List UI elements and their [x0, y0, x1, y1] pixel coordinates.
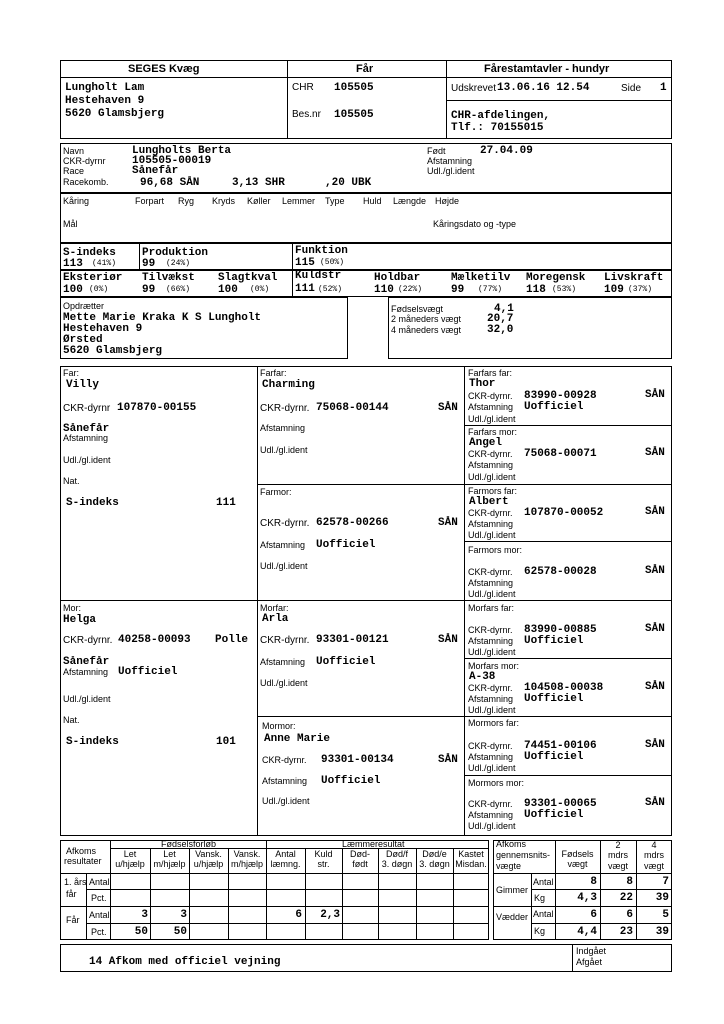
doc-title: Fårestamtavler - hundyr [484, 63, 610, 75]
morfars-far-afst: Uofficiel [524, 635, 584, 647]
far-pct-let-mhjaelp: 50 [173, 926, 187, 938]
breeder-line2: Hestehaven 9 [63, 323, 143, 335]
m4-vaegt-label: 4 måneders vægt [391, 325, 462, 335]
index-value-kuldstr: 111 [295, 283, 315, 295]
fodt-value: 27.04.09 [480, 145, 533, 157]
karing-header-0: Kåring [63, 196, 90, 206]
growth-col1: Fødsels vægt [561, 849, 594, 870]
mor-sidx-label: S-indeks [66, 736, 119, 748]
farfars-mor-ckr: 75068-00071 [524, 448, 597, 460]
mormors-mor-race: SÅN [645, 797, 665, 809]
printed-label: Udskrevet [451, 83, 497, 94]
vaedder-antal-2mdr: 6 [626, 909, 633, 921]
sindeks-label: S-indeks [63, 247, 116, 259]
chr-label: CHR [292, 82, 314, 93]
far-name: Villy [66, 379, 100, 391]
mor-race: Sånefår [63, 656, 110, 668]
morfar-ckr: 93301-00121 [316, 634, 389, 646]
index-value-eksterior: 100 [63, 284, 83, 296]
farmors-mor-label: Farmors mor: [468, 545, 522, 555]
gimmer-antal-fodsel: 8 [590, 876, 597, 888]
produktion-pct: (24%) [166, 259, 191, 268]
col-label-1: Let u/hjælp [115, 849, 145, 870]
breeder-label: Opdrætter [63, 301, 105, 311]
mormors-far-ckr-label: CKR-dyrnr. [468, 741, 513, 751]
far-udl-label: Udl./gl.ident [63, 455, 111, 465]
farmors-far-race: SÅN [645, 506, 665, 518]
mor-name: Helga [63, 614, 97, 626]
owner-street: Hestehaven 9 [65, 95, 145, 107]
gimmer-antal-4mdr: 7 [662, 876, 669, 888]
far-label: Far: [63, 368, 80, 378]
ckr-label: CKR-dyrnr [63, 156, 106, 166]
gimmer-antal-2mdr: 8 [626, 876, 633, 888]
far-ckr-label: CKR-dyrnr [63, 403, 111, 414]
farfars-mor-label: Farfars mor: [468, 427, 518, 437]
vaedder-antal-label: Antal [533, 909, 554, 919]
farmor-label: Farmor: [260, 487, 292, 497]
karing-header-2: Ryg [178, 196, 195, 206]
mormor-race: SÅN [438, 754, 458, 766]
col-label-4: Vansk. m/hjælp [230, 849, 263, 870]
owner-name: Lungholt Lam [65, 82, 145, 94]
index-pct-eksterior: (0%) [89, 285, 109, 294]
morfars-far-race: SÅN [645, 623, 665, 635]
row-aars-label-1: 1. års [64, 877, 87, 887]
index-label-kuldstr: Kuldstr [295, 270, 342, 282]
navn-label: Navn [63, 146, 85, 156]
page-label: Side [621, 83, 642, 94]
vaedder-kg-4mdr: 39 [655, 926, 669, 938]
race-label: Race [63, 166, 85, 176]
farmor-afst-label: Afstamning [260, 540, 306, 550]
produktion-value: 99 [142, 258, 156, 270]
mor-udl-label: Udl./gl.ident [63, 694, 111, 704]
mor-race-short: Polle [215, 634, 249, 646]
index-pct-holdbar: (22%) [398, 285, 423, 294]
morfar-race: SÅN [438, 634, 458, 646]
offspring-title-2: resultater [64, 856, 102, 866]
sindeks-pct: (41%) [92, 259, 117, 268]
col-label-3: Vansk. u/hjælp [193, 849, 224, 870]
maal-label: Mål [63, 219, 78, 229]
farmors-far-label: Farmors far: [468, 486, 518, 496]
row-far-pct-label: Pct. [91, 927, 107, 937]
far-race: Sånefår [63, 423, 110, 435]
farfar-ckr-label: CKR-dyrnr. [260, 403, 310, 414]
row-aars-pct-label: Pct. [91, 893, 107, 903]
mor-nat-label: Nat. [63, 715, 80, 725]
far-sidx: 111 [216, 497, 236, 509]
index-pct-kuldstr: (52%) [318, 285, 343, 294]
farfar-label: Farfar: [260, 368, 287, 378]
karing-header-5: Lemmer [282, 196, 316, 206]
org-title: SEGES Kvæg [128, 63, 200, 75]
breeder-line4: 5620 Glamsbjerg [63, 345, 163, 357]
farmors-mor-ckr: 62578-00028 [524, 566, 597, 578]
index-label-maelketilv: Mælketilv [451, 272, 511, 284]
farmors-far-afst-label: Afstamning [468, 519, 514, 529]
index-value-maelketilv: 99 [451, 284, 465, 296]
col-label-5: Antal læmng. [270, 849, 301, 870]
fodsel-group-label: Fødselsforløb [161, 839, 217, 849]
morfars-far-label: Morfars far: [468, 603, 515, 613]
offspring-title-1: Afkoms [66, 846, 97, 856]
growth-title-1: Afkoms [496, 839, 527, 849]
index-label-moregensk: Moregensk [526, 272, 586, 284]
morfars-mor-afst-label: Afstamning [468, 694, 514, 704]
m2-vaegt-value: 20,7 [487, 313, 514, 325]
farfars-far-ckr-label: CKR-dyrnr. [468, 391, 513, 401]
growth-col3: 4 mdrs vægt [643, 840, 664, 871]
index-pct-slagtkval: (0%) [250, 285, 270, 294]
racekomb-1: 96,68 SÅN [140, 177, 200, 189]
index-label-livskraft: Livskraft [604, 272, 664, 284]
morfar-name: Arla [262, 613, 289, 625]
farmors-far-name: Albert [469, 496, 509, 508]
m4-vaegt-value: 32,0 [487, 324, 514, 336]
index-value-slagtkval: 100 [218, 284, 238, 296]
racekomb-2: 3,13 SHR [232, 177, 285, 189]
footer-note: 14 Afkom med officiel vejning [89, 956, 281, 968]
index-label-eksterior: Eksteriør [63, 272, 123, 284]
far-antal-kuldstr: 2,3 [320, 909, 340, 921]
morfars-mor-ckr-label: CKR-dyrnr. [468, 683, 513, 693]
lam-group-label: Læmmeresultat [342, 839, 405, 849]
gimmer-label: Gimmer [496, 885, 528, 895]
col-label-9: Død/e 3. døgn [419, 849, 450, 870]
far-antal-let-mhjaelp: 3 [180, 909, 187, 921]
produktion-label: Produktion [142, 247, 209, 259]
morfars-far-udl-label: Udl./gl.ident [468, 647, 516, 657]
mormors-far-label: Mormors far: [468, 718, 520, 728]
far-antal-laemng: 6 [295, 909, 302, 921]
mormors-mor-ckr: 93301-00065 [524, 798, 597, 810]
gimmer-kg-2mdr: 22 [619, 892, 633, 904]
farfars-mor-ckr-label: CKR-dyrnr. [468, 449, 513, 459]
farfar-name: Charming [262, 379, 315, 391]
mormor-udl-label: Udl./gl.ident [262, 796, 310, 806]
mormor-afst: Uofficiel [321, 775, 381, 787]
vaedder-antal-4mdr: 5 [662, 909, 669, 921]
printed-value: 13.06.16 12.54 [497, 82, 590, 94]
index-value-livskraft: 109 [604, 284, 624, 296]
farfar-afst-label: Afstamning [260, 423, 306, 433]
index-value-moregensk: 118 [526, 284, 546, 296]
morfar-label: Morfar: [260, 603, 289, 613]
mormors-mor-afst: Uofficiel [524, 809, 584, 821]
mormors-far-udl-label: Udl./gl.ident [468, 763, 516, 773]
growth-title-3: vægte [496, 861, 522, 871]
mormor-ckr: 93301-00134 [321, 754, 394, 766]
index-pct-moregensk: (53%) [552, 285, 577, 294]
farfars-far-afst: Uofficiel [524, 401, 584, 413]
mormors-mor-label: Mormors mor: [468, 778, 524, 788]
funktion-value: 115 [295, 257, 315, 269]
mor-ckr-label: CKR-dyrnr. [63, 635, 113, 646]
vaedder-antal-fodsel: 6 [590, 909, 597, 921]
farmor-ckr-label: CKR-dyrnr. [260, 518, 310, 529]
funktion-pct: (50%) [320, 258, 345, 267]
mor-afst-label: Afstamning [63, 667, 109, 677]
farmors-mor-afst-label: Afstamning [468, 578, 514, 588]
karing-header-8: Længde [393, 196, 427, 206]
farmor-udl-label: Udl./gl.ident [260, 561, 308, 571]
mor-sidx: 101 [216, 736, 236, 748]
row-aars-label-2: får [66, 889, 77, 899]
mormors-mor-ckr-label: CKR-dyrnr. [468, 799, 513, 809]
page-value: 1 [660, 82, 667, 94]
mormor-name: Anne Marie [264, 733, 331, 745]
morfars-far-ckr-label: CKR-dyrnr. [468, 625, 513, 635]
breeder-line1: Mette Marie Kraka K S Lungholt [63, 312, 262, 324]
farfars-far-label: Farfars far: [468, 368, 513, 378]
farfars-far-race: SÅN [645, 389, 665, 401]
besnr-label: Bes.nr [292, 109, 321, 120]
morfars-mor-race: SÅN [645, 681, 665, 693]
vaedder-kg-2mdr: 23 [619, 926, 633, 938]
farmors-mor-udl-label: Udl./gl.ident [468, 589, 516, 599]
row-far-label: Får [66, 915, 80, 925]
mormors-mor-udl-label: Udl./gl.ident [468, 821, 516, 831]
indgaet-label: Indgået [576, 946, 607, 956]
udl-label: Udl./gl.ident [427, 166, 475, 176]
row-far-antal-label: Antal [89, 910, 110, 920]
far-sidx-label: S-indeks [66, 497, 119, 509]
mormors-mor-afst-label: Afstamning [468, 810, 514, 820]
row-aars-antal-label: Antal [89, 877, 110, 887]
index-label-slagtkval: Slagtkval [218, 272, 278, 284]
racekomb-3: ,20 UBK [325, 177, 372, 189]
funktion-label: Funktion [295, 245, 348, 257]
morfars-mor-afst: Uofficiel [524, 693, 584, 705]
vaedder-kg-fodsel: 4,4 [577, 926, 597, 938]
chr-dept-line1: CHR-afdelingen, [451, 110, 551, 122]
morfar-ckr-label: CKR-dyrnr. [260, 635, 310, 646]
breeder-line3: Ørsted [63, 334, 103, 346]
morfars-far-ckr: 83990-00885 [524, 624, 597, 636]
sindeks-value: 113 [63, 258, 83, 270]
index-value-tilvaekst: 99 [142, 284, 156, 296]
gimmer-kg-4mdr: 39 [655, 892, 669, 904]
morfar-afst: Uofficiel [316, 656, 376, 668]
index-pct-livskraft: (37%) [628, 285, 653, 294]
fodselsvaegt-label: Fødselsvægt [391, 304, 444, 314]
morfars-far-afst-label: Afstamning [468, 636, 514, 646]
mormor-ckr-label: CKR-dyrnr. [262, 755, 307, 765]
col-label-10: Kastet Misdan. [455, 849, 487, 870]
farmors-mor-ckr-label: CKR-dyrnr. [468, 567, 513, 577]
col-label-6: Kuld str. [314, 849, 333, 870]
afgaet-label: Afgået [576, 957, 603, 967]
race-value: Sånefår [132, 165, 179, 177]
index-pct-maelketilv: (77%) [478, 285, 503, 294]
far-antal-let-uhjaelp: 3 [141, 909, 148, 921]
index-label-tilvaekst: Tilvækst [142, 272, 195, 284]
karing-header-3: Kryds [212, 196, 236, 206]
index-pct-tilvaekst: (66%) [166, 285, 191, 294]
fodselsvaegt-value: 4,1 [494, 303, 514, 315]
far-pct-let-uhjaelp: 50 [134, 926, 148, 938]
chr-value: 105505 [334, 82, 374, 94]
racekomb-label: Racekomb. [63, 177, 109, 187]
farfar-udl-label: Udl./gl.ident [260, 445, 308, 455]
morfar-udl-label: Udl./gl.ident [260, 678, 308, 688]
col-label-2: Let m/hjælp [153, 849, 186, 870]
farfars-far-afst-label: Afstamning [468, 402, 514, 412]
morfars-mor-label: Morfars mor: [468, 661, 520, 671]
farmors-far-ckr: 107870-00052 [524, 507, 604, 519]
ckr-value: 105505-00019 [132, 155, 212, 167]
mor-afst: Uofficiel [118, 666, 178, 678]
morfars-mor-udl-label: Udl./gl.ident [468, 705, 516, 715]
morfars-mor-ckr: 104508-00038 [524, 682, 604, 694]
karing-header-7: Huld [363, 196, 382, 206]
index-label-holdbar: Holdbar [374, 272, 421, 284]
far-ckr: 107870-00155 [117, 402, 197, 414]
morfars-mor-name: A-38 [469, 671, 496, 683]
gimmer-kg-label: Kg [534, 893, 546, 903]
fodt-label: Født [427, 146, 446, 156]
farfars-mor-udl-label: Udl./gl.ident [468, 472, 516, 482]
farmor-ckr: 62578-00266 [316, 517, 389, 529]
farmors-far-udl-label: Udl./gl.ident [468, 530, 516, 540]
navn-value: Lungholts Berta [132, 145, 232, 157]
farfar-ckr: 75068-00144 [316, 402, 389, 414]
mor-ckr: 40258-00093 [118, 634, 191, 646]
far-nat-label: Nat. [63, 476, 80, 486]
farmors-far-ckr-label: CKR-dyrnr. [468, 508, 513, 518]
col-label-7: Død- født [350, 849, 370, 870]
farmor-race: SÅN [438, 517, 458, 529]
far-afst-label: Afstamning [63, 433, 109, 443]
vaedder-kg-label: Kg [534, 926, 546, 936]
farfars-far-ckr: 83990-00928 [524, 390, 597, 402]
mor-label: Mor: [63, 603, 81, 613]
farfar-race: SÅN [438, 402, 458, 414]
karing-header-4: Køller [247, 196, 271, 206]
farmor-afst: Uofficiel [316, 539, 376, 551]
col-label-8: Død/f 3. døgn [381, 849, 413, 870]
owner-city: 5620 Glamsbjerg [65, 108, 165, 120]
gimmer-kg-fodsel: 4,3 [577, 892, 597, 904]
karing-header-1: Forpart [135, 196, 165, 206]
morfar-afst-label: Afstamning [260, 657, 306, 667]
chr-dept-line2: Tlf.: 70155015 [451, 122, 544, 134]
index-value-holdbar: 110 [374, 284, 394, 296]
karing-header-9: Højde [435, 196, 460, 206]
farfars-far-name: Thor [469, 378, 496, 390]
mormors-far-ckr: 74451-00106 [524, 740, 597, 752]
farfars-mor-afst-label: Afstamning [468, 460, 514, 470]
karing-header-6: Type [325, 196, 345, 206]
species-title: Får [356, 63, 374, 75]
gimmer-antal-label: Antal [533, 877, 554, 887]
vaedder-label: Vædder [496, 912, 529, 922]
karing-date-label: Kåringsdato og -type [433, 219, 517, 229]
growth-title-2: gennemsnits- [496, 850, 551, 860]
m2-vaegt-label: 2 måneders vægt [391, 314, 462, 324]
afstamning-label: Afstamning [427, 156, 473, 166]
farmors-mor-race: SÅN [645, 565, 665, 577]
mormor-afst-label: Afstamning [262, 776, 308, 786]
besnr-value: 105505 [334, 109, 374, 121]
mormors-far-race: SÅN [645, 739, 665, 751]
farfars-mor-race: SÅN [645, 447, 665, 459]
farfars-far-udl-label: Udl./gl.ident [468, 414, 516, 424]
growth-col2: 2 mdrs vægt [607, 840, 628, 871]
farfars-mor-name: Angel [469, 437, 503, 449]
mormors-far-afst-label: Afstamning [468, 752, 514, 762]
mormor-label: Mormor: [262, 721, 296, 731]
mormors-far-afst: Uofficiel [524, 751, 584, 763]
